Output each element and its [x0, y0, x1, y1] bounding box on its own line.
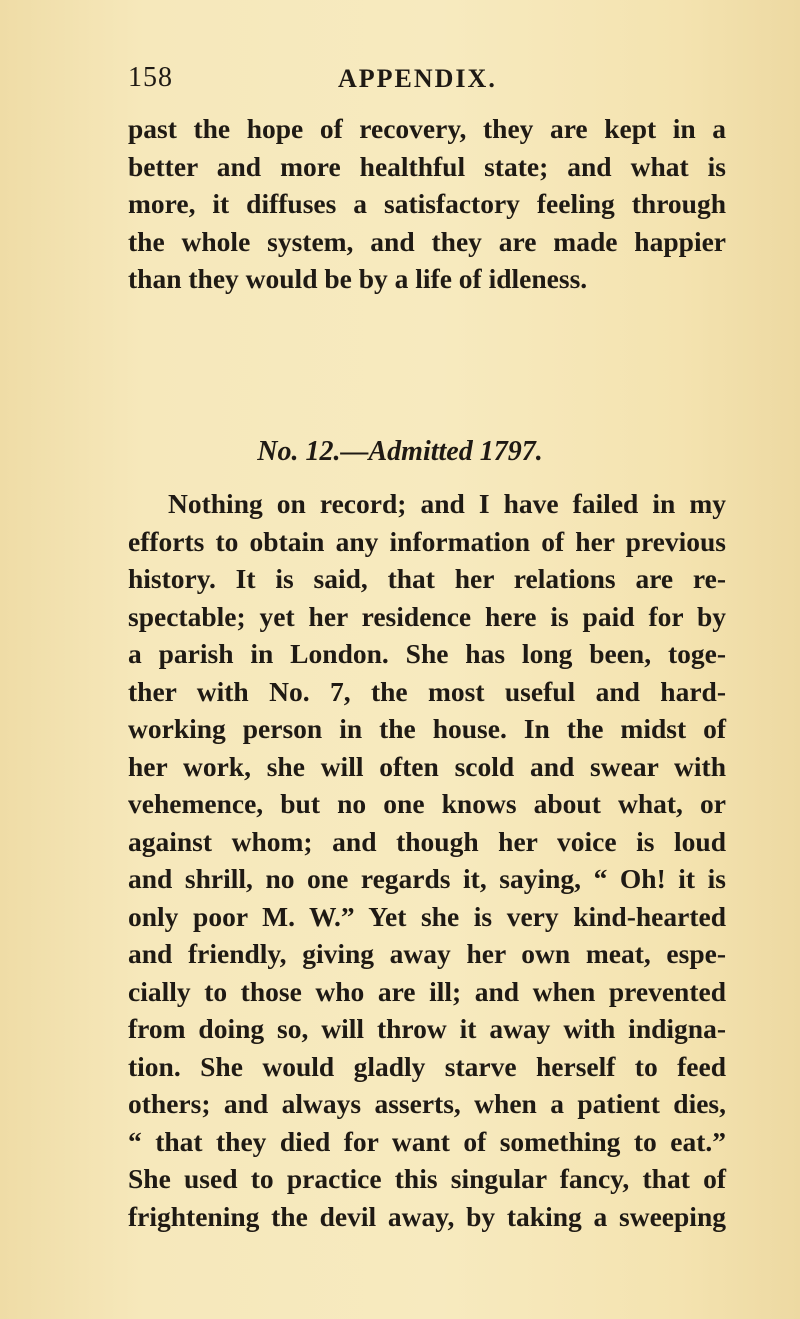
text-line: She used to practice this singular fancy, that of — [128, 1163, 726, 1194]
page-number: 158 — [128, 62, 173, 93]
text-line: a parish in London. She has long been, toge- — [128, 638, 726, 669]
text-line: her work, she will often scold and swear with — [128, 750, 726, 782]
text-line: tion. She would gladly starve herself to feed — [128, 1050, 726, 1082]
running-head — [128, 62, 728, 98]
text-line: ther with No. 7, the most useful and hard- — [128, 675, 726, 707]
text-line: Nothing on record; and I have failed in my — [168, 488, 726, 519]
text-line: cially to those who are ill; and when prevented — [128, 975, 726, 1007]
text-line: the whole system, and they are made happier — [128, 225, 726, 257]
text-line: spectable; yet her residence here is paid for by — [128, 600, 726, 632]
paragraph-continued — [128, 110, 726, 298]
text-line: more, it diffuses a satisfactory feeling through — [128, 188, 726, 219]
text-line: others; and always asserts, when a patient dies, — [128, 1088, 726, 1119]
text-line: only poor M. W.” Yet she is very kind-hearted — [128, 900, 726, 932]
section-heading: No. 12.—Admitted 1797. — [257, 436, 543, 467]
text-line: better and more healthful state; and what is — [128, 150, 726, 182]
text-line: efforts to obtain any information of her previous — [128, 525, 726, 557]
text-line: against whom; and though her voice is loud — [128, 825, 726, 857]
text-line: and friendly, giving away her own meat, espe- — [128, 938, 726, 969]
text-line: and shrill, no one regards it, saying, “ Oh! it is — [128, 863, 726, 894]
text-line: past the hope of recovery, they are kept in a — [128, 113, 726, 144]
text-line: history. It is said, that her relations are re- — [128, 563, 726, 594]
text-line: from doing so, will throw it away with indigna- — [128, 1013, 726, 1044]
text-line: frightening the devil away, by taking a sweeping — [128, 1200, 726, 1232]
text-line: working person in the house. In the midst of — [128, 713, 726, 744]
text-line: than they would be by a life of idleness. — [128, 263, 588, 294]
text-line: “ that they died for want of something to eat.” — [128, 1125, 726, 1157]
running-title: APPENDIX. — [338, 64, 497, 93]
text-line: vehemence, but no one knows about what, or — [128, 788, 726, 819]
case-paragraph — [128, 485, 726, 1235]
